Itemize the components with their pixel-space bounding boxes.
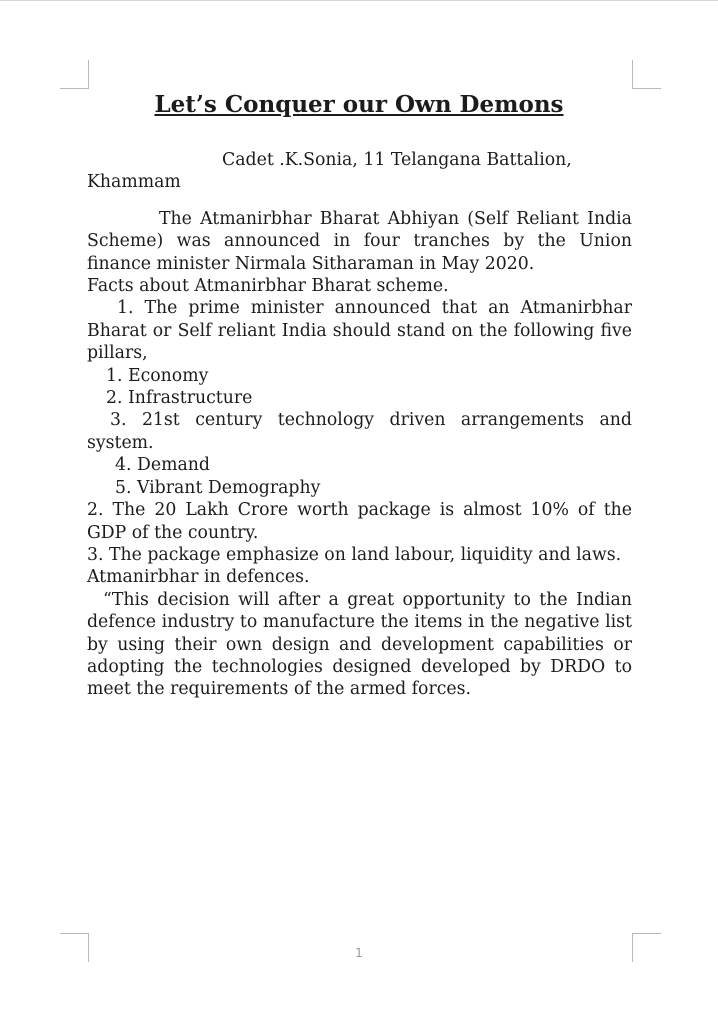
fact-1: 1. The prime minister announced that an Atmanirbhar Bharat or Self reliant India should stand on the following five pillars,	[87, 298, 632, 364]
paragraph-spacer	[87, 194, 632, 208]
fact-2: 2. The 20 Lakh Crore worth package is almost 10% of the GDP of the country.	[87, 500, 632, 543]
pillar-item: 5. Vibrant Demography	[115, 477, 321, 498]
page-edge	[0, 0, 718, 1]
crop-mark-top-left	[60, 60, 89, 89]
document-title: Let’s Conquer our Own Demons	[154, 91, 564, 118]
crop-mark-top-right	[632, 60, 661, 89]
byline-author: Cadet .K.Sonia, 11 Telangana Battalion,	[222, 150, 572, 170]
pillar-item: 2. Infrastructure	[106, 388, 253, 409]
pillar-item: 4. Demand	[115, 455, 210, 476]
defence-quote: “This decision will after a great opportunity to the Indian defence industry to manufacture the items in the negative list by using their own design and development capabilities or adopting the technologies designed developed by DRDO to meet the requirements of the armed forces.	[87, 589, 632, 700]
pillar-item: 1. Economy	[106, 365, 209, 386]
intro-paragraph: The Atmanirbhar Bharat Abhiyan (Self Reliant India Scheme) was announced in four tranches by the Union finance minister Nirmala Sitharaman in May 2020.	[87, 208, 632, 274]
facts-heading: Facts about Atmanirbhar Bharat scheme.	[87, 276, 449, 297]
pillar-item: 3. 21st century technology driven arrangements and system.	[87, 410, 632, 453]
byline-location: Khammam	[87, 172, 181, 193]
defence-heading: Atmanirbhar in defences.	[87, 567, 310, 588]
fact-3: 3. The package emphasize on land labour, liquidity and laws.	[87, 544, 622, 565]
page-number: 1	[355, 946, 363, 960]
document-body	[87, 149, 632, 701]
